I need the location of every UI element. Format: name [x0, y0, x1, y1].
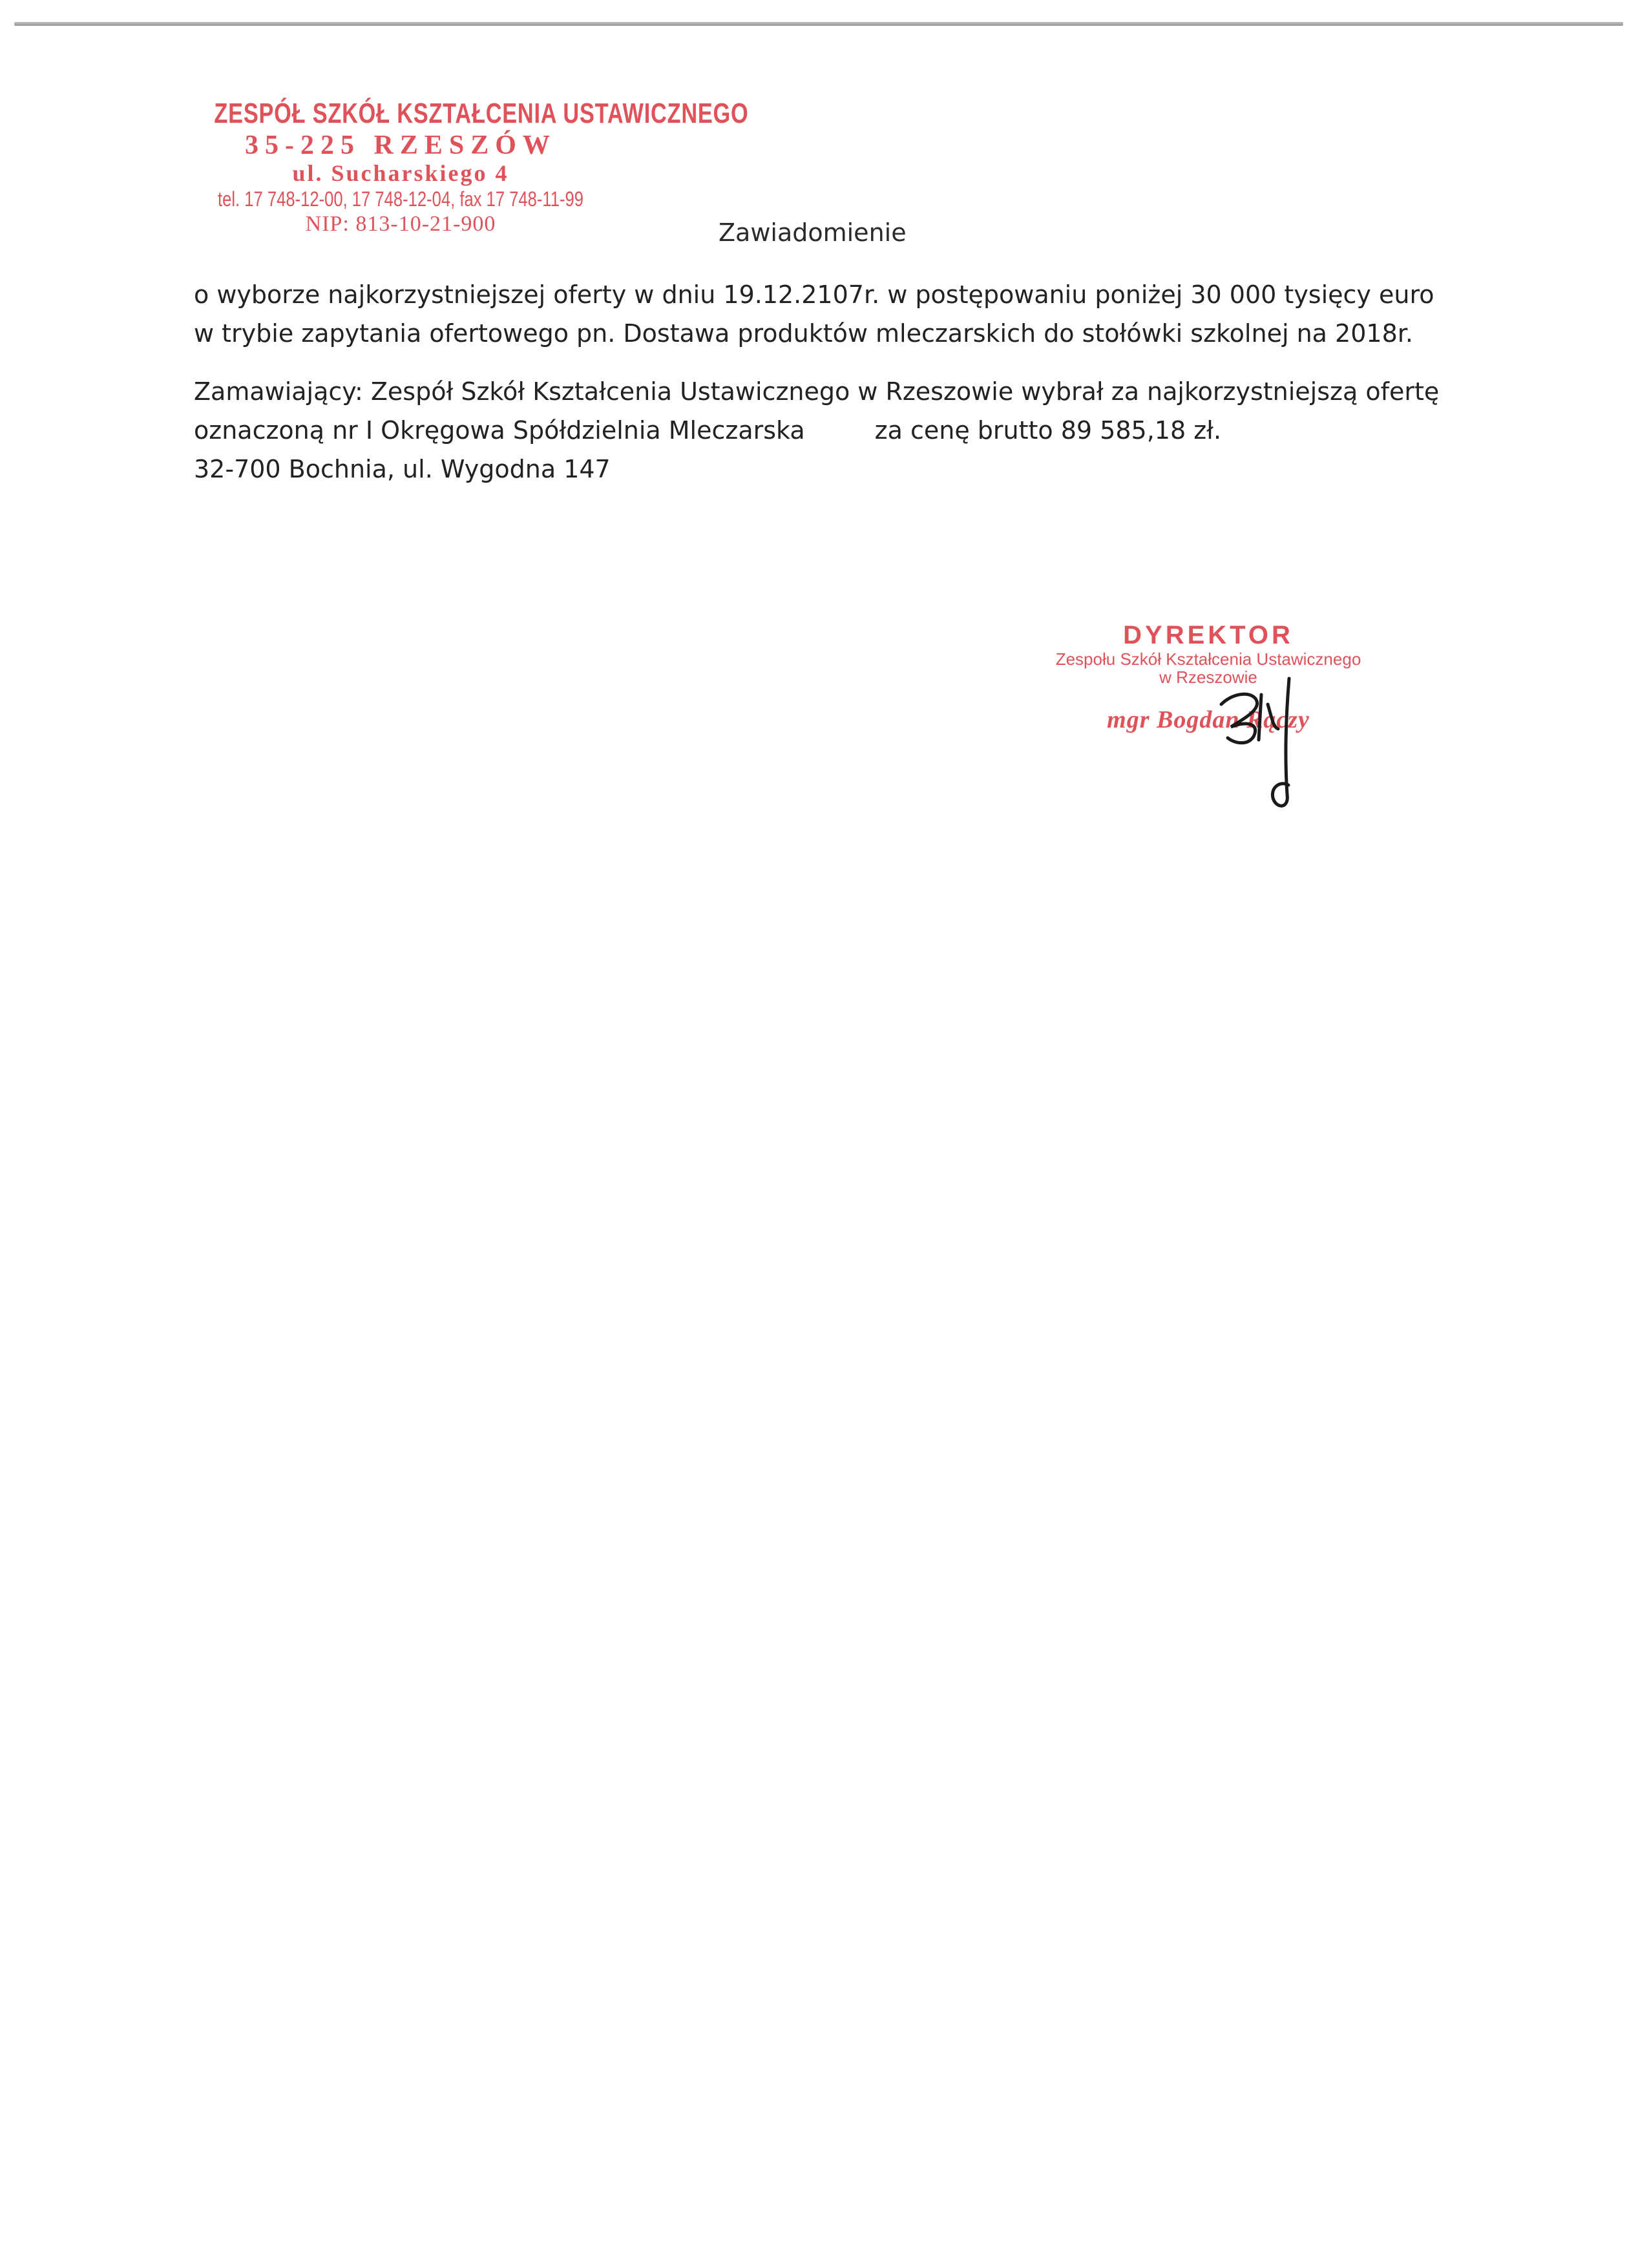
stamp-nip: NIP: 813-10-21-900 [305, 212, 496, 236]
director-org-line-1: Zespołu Szkół Kształcenia Ustawicznego [1055, 649, 1361, 669]
offer-price: za cenę brutto 89 585,18 zł. [874, 416, 1222, 445]
document-title: Zawiadomienie [719, 218, 907, 247]
winning-offer: oznaczoną nr I Okręgowa Spółdzielnia Mleczarska [194, 416, 805, 445]
stamp-school-name: ZESPÓŁ SZKÓŁ KSZTAŁCENIA USTAWICZNEGO [214, 98, 749, 129]
stamp-street: ul. Sucharskiego 4 [292, 160, 509, 186]
paragraph-subject-line-1: o wyborze najkorzystniejszej oferty w dniu 19.12.2107r. w postępowaniu poniżej 30 000 tysięcy euro [194, 280, 1434, 309]
paragraph-subject-line-2: w trybie zapytania ofertowego pn. Dostawa produktów mleczarskich do stołówki szkolnej na 2018r. [194, 319, 1413, 348]
handwritten-signature [1208, 666, 1305, 814]
top-rule [14, 22, 1623, 26]
director-title: DYREKTOR [1123, 621, 1294, 649]
school-stamp [162, 97, 749, 236]
director-org-line-2: w Rzeszowie [1159, 667, 1257, 687]
paragraph-decision [194, 372, 1439, 488]
stamp-tel: tel. 17 748-12-00, 17 748-12-04, fax 17 748-11-99 [218, 187, 583, 211]
paragraph-decision-line-2 [194, 411, 1439, 450]
paragraph-decision-line-3: 32-700 Bochnia, ul. Wygodna 147 [194, 455, 611, 483]
paragraph-subject [194, 275, 1434, 353]
paragraph-decision-line-1: Zamawiający: Zespół Szkół Kształcenia Ustawicznego w Rzeszowie wybrał za najkorzystniejszą ofertę [194, 377, 1440, 406]
stamp-city: 35-225 RZESZÓW [245, 131, 556, 160]
director-name: mgr Bogdan Rączy [1107, 706, 1310, 733]
